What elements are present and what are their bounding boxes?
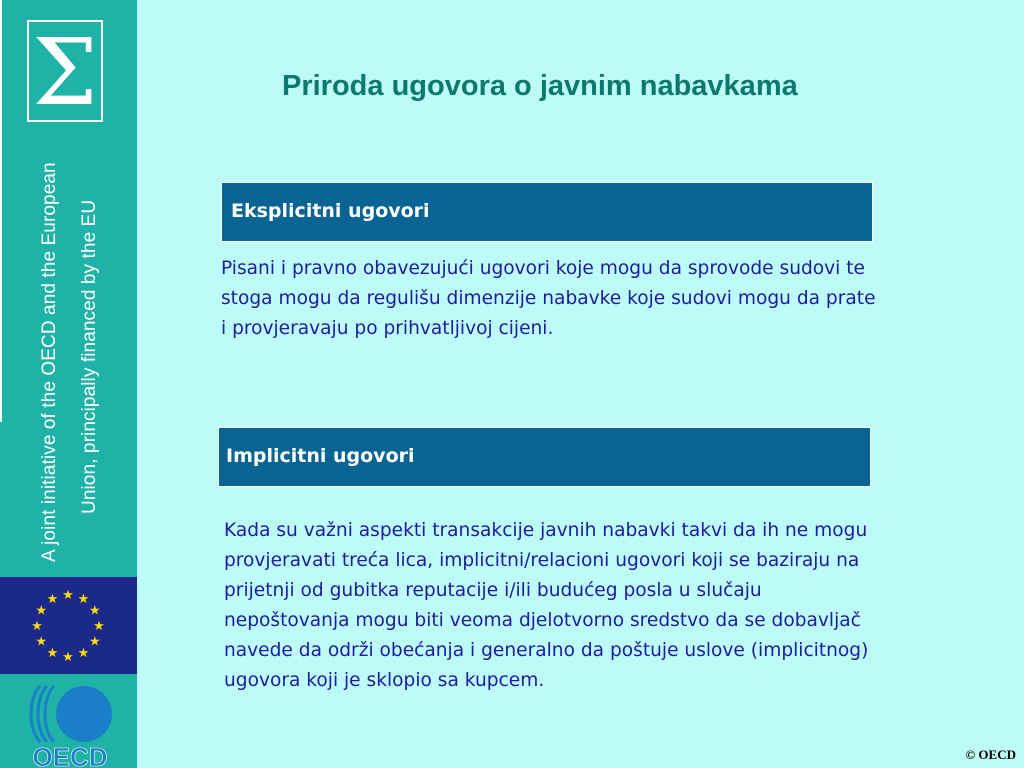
body-line: prijetnji od gubitka reputacije i/ili budućeg posla u slučaju [224, 580, 762, 601]
eu-star-icon: ★ [35, 634, 48, 650]
section-heading-label: Implicitni ugovori [226, 445, 415, 467]
section-heading-explicit [221, 182, 873, 242]
oecd-globe-icon [56, 686, 112, 742]
sigma-glyph: Σ [32, 22, 98, 120]
sidebar-caption-line-1: A joint initiative of the OECD and the European [39, 162, 60, 562]
section-body-implicit [224, 516, 954, 696]
body-line: stoga mogu da regulišu dimenzije nabavke koje sudovi mogu da prate [221, 288, 876, 309]
eu-star-icon: ★ [77, 592, 90, 608]
eu-star-icon: ★ [88, 603, 101, 619]
eu-star-icon: ★ [31, 619, 43, 634]
section-heading-implicit [218, 427, 871, 487]
eu-star-icon: ★ [77, 645, 90, 661]
eu-stars-icon [0, 577, 137, 674]
eu-star-icon: ★ [88, 634, 101, 650]
body-line: Kada su važni aspekti transakcije javnih nabavki takvi da ih ne mogu [224, 520, 868, 541]
copyright-notice: © OECD [965, 747, 1016, 762]
oecd-arc-icon [45, 686, 54, 742]
oecd-logo [22, 680, 117, 768]
eu-flag [0, 577, 137, 674]
sidebar-divider [0, 0, 2, 422]
sidebar-caption-line-2: Union, principally financed by the EU [79, 199, 100, 514]
section-body-explicit [221, 254, 951, 344]
eu-star-icon: ★ [62, 588, 74, 603]
eu-star-icon: ★ [62, 650, 74, 665]
body-line: Pisani i pravno obavezujući ugovori koje mogu da sprovode sudovi te [221, 258, 865, 279]
body-line: provjeravati treća lica, implicitni/relacioni ugovori koji se baziraju na [224, 550, 860, 571]
body-line: i provjeravaju po prihvatljivoj cijeni. [221, 318, 554, 339]
eu-star-icon: ★ [35, 603, 48, 619]
body-line: nepoštovanja mogu biti veoma djelotvorno sredstvo da se dobavljač [224, 610, 861, 631]
body-line: navede da održi obećanja i generalno da poštuje uslove (implicitnog) [224, 640, 869, 661]
page-title: Priroda ugovora o javnim nabavkama [282, 70, 798, 102]
oecd-logo-text: OECD [32, 742, 108, 768]
eu-star-icon: ★ [93, 619, 105, 634]
sidebar [0, 0, 137, 768]
eu-star-icon: ★ [46, 645, 59, 661]
sigma-icon [29, 22, 101, 120]
eu-star-icon: ★ [46, 592, 59, 608]
section-heading-label: Eksplicitni ugovori [231, 200, 430, 222]
body-line: ugovora koji je sklopio sa kupcem. [224, 670, 545, 691]
sigma-logo [27, 20, 103, 122]
